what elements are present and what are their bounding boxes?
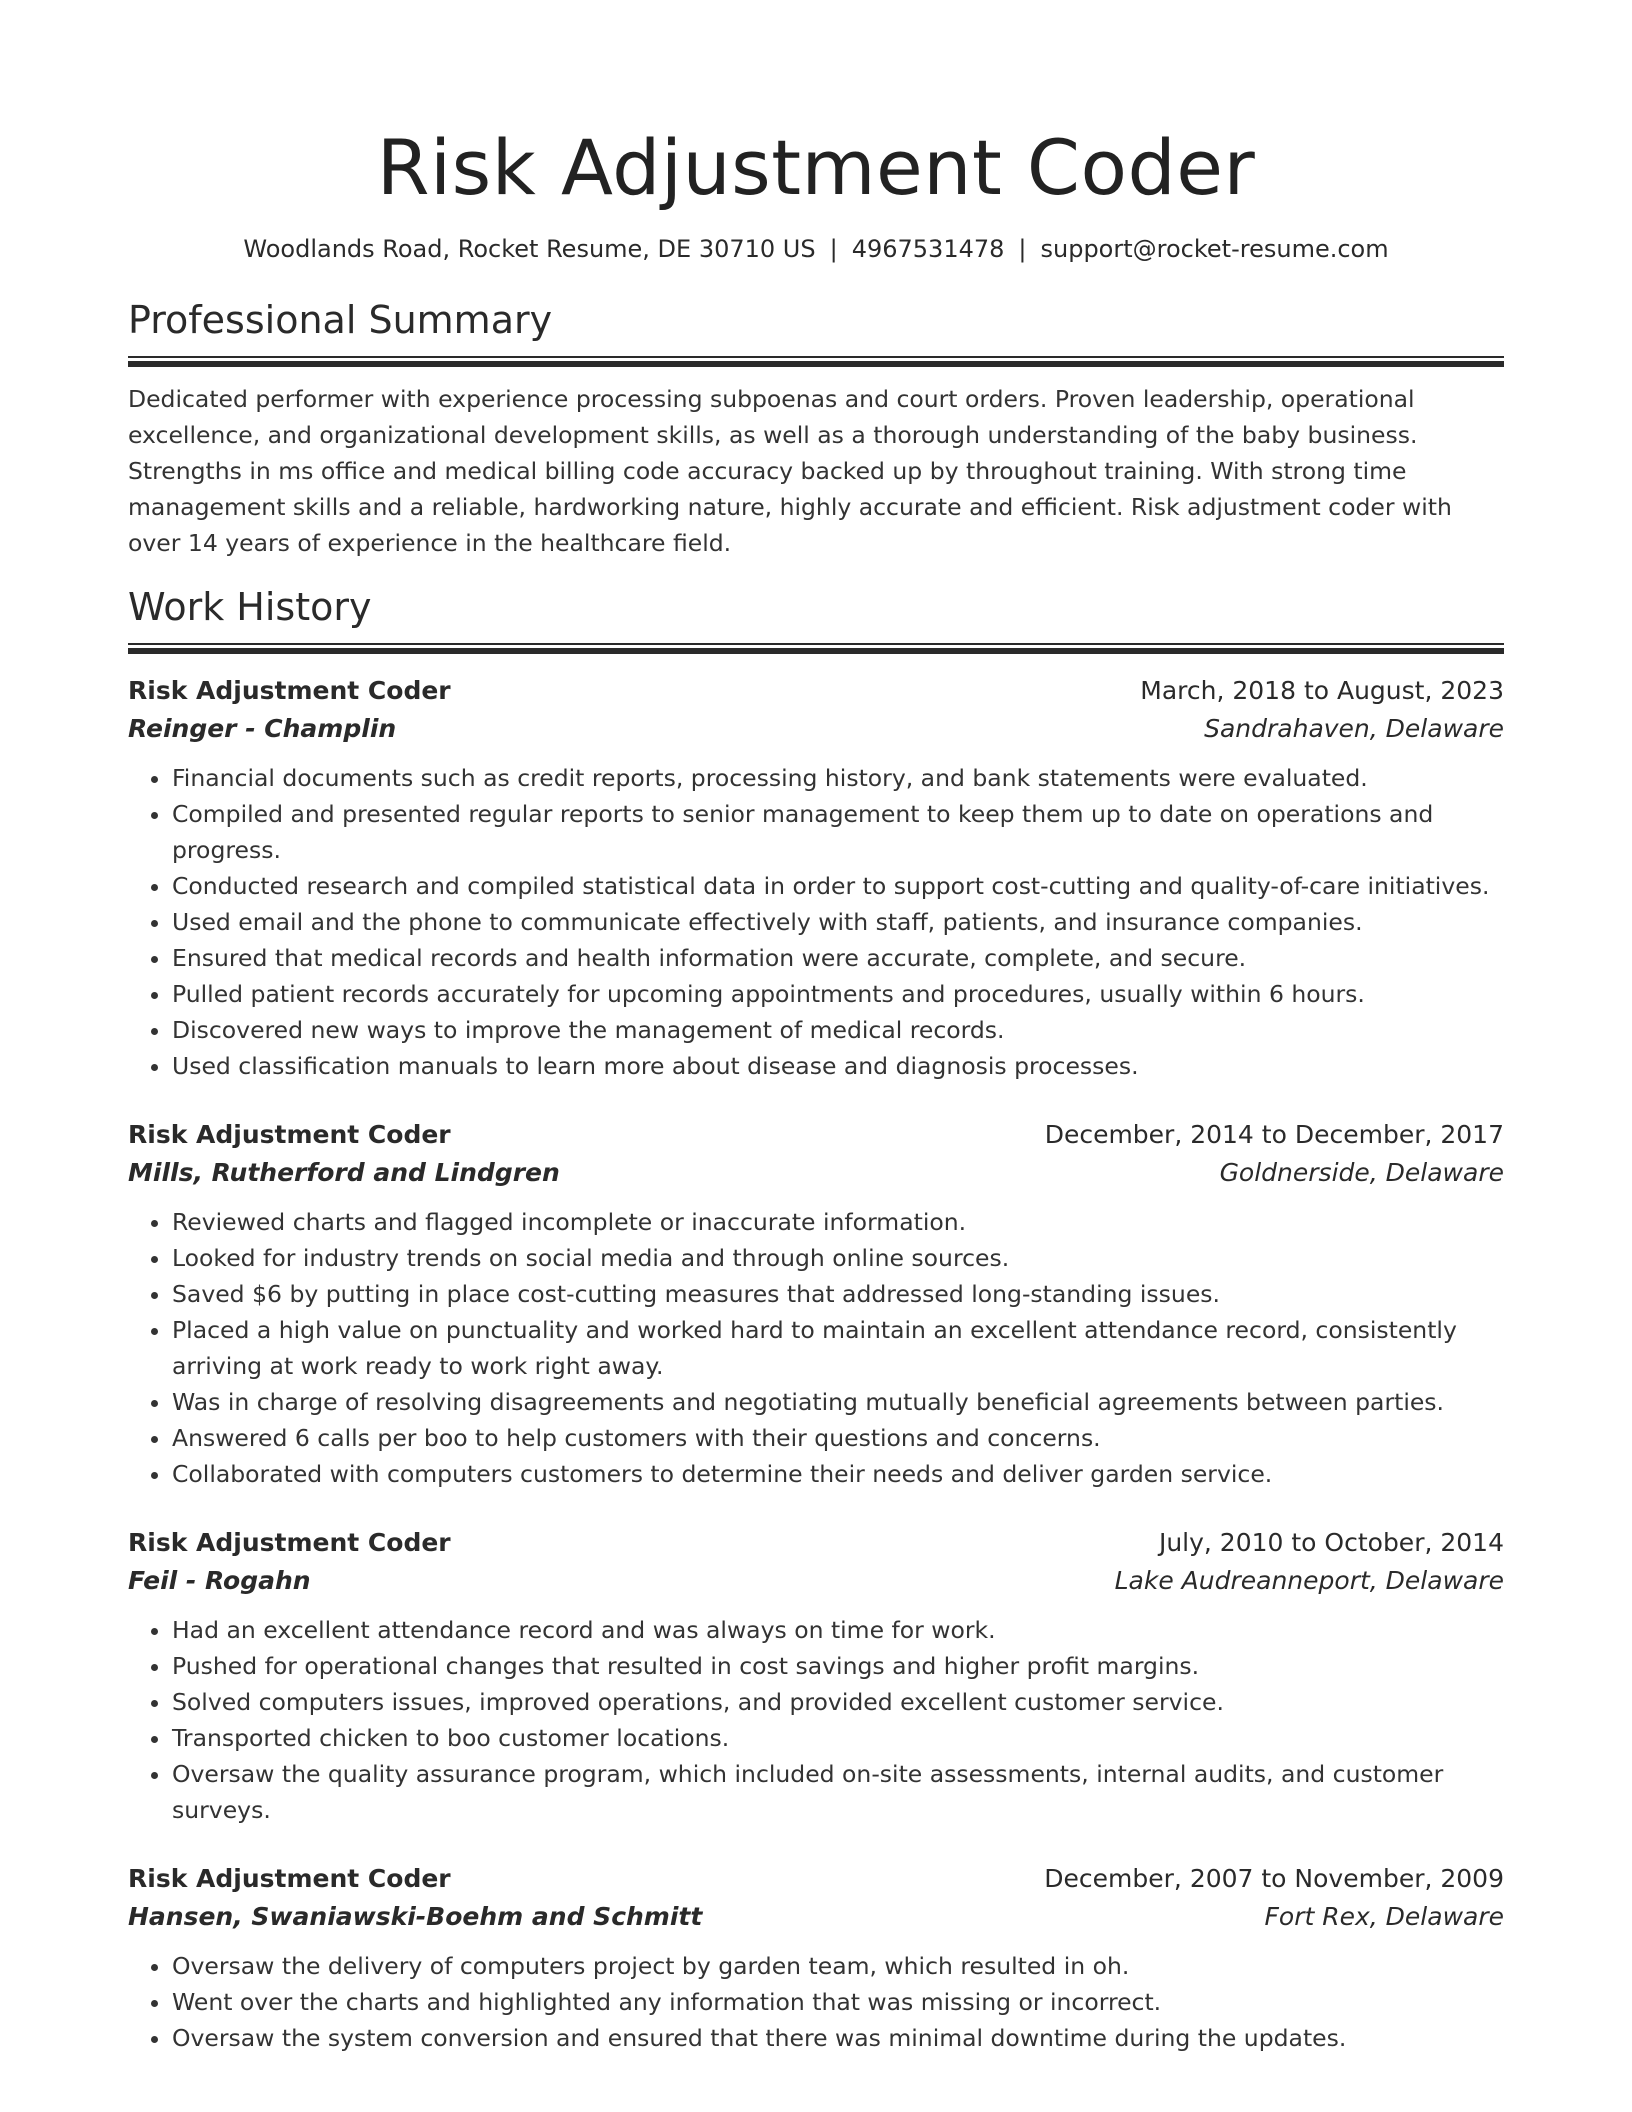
job-company: Reinger - Champlin [128, 714, 397, 743]
job-bullets [128, 760, 1504, 1084]
bullet-item: • Used email and the phone to communicate effectively with staff, patients, and insurance companies. [172, 904, 1504, 940]
job-bullets [128, 1204, 1504, 1492]
job-bullets [128, 1948, 1504, 2056]
bullet-item: • Went over the charts and highlighted any information that was missing or incorrect. [172, 1984, 1504, 2020]
contact-email: support@rocket-resume.com [1040, 235, 1389, 263]
bullet-item: • Used classification manuals to learn more about disease and diagnosis processes. [172, 1048, 1504, 1084]
job-company: Hansen, Swaniawski-Boehm and Schmitt [128, 1902, 703, 1931]
job-bullets [128, 1612, 1504, 1828]
job-company: Feil - Rogahn [128, 1566, 311, 1595]
summary-section [128, 296, 1504, 561]
job-subheader [128, 1898, 1504, 1936]
work-history-heading: Work History [128, 585, 372, 629]
bullet-item: • Reviewed charts and flagged incomplete or inaccurate information. [172, 1204, 1504, 1240]
job-subheader [128, 1154, 1504, 1192]
section-divider [128, 356, 1504, 367]
bullet-item: • Conducted research and compiled statistical data in order to support cost-cutting and quality-of-care initiatives. [172, 868, 1504, 904]
bullet-item: • Compiled and presented regular reports to senior management to keep them up to date on operations and progress. [172, 796, 1504, 868]
bullet-item: • Pulled patient records accurately for upcoming appointments and procedures, usually within 6 hours. [172, 976, 1504, 1012]
contact-separator: | [1018, 235, 1027, 263]
job-title: Risk Adjustment Coder [128, 1864, 451, 1893]
bullet-item: • Placed a high value on punctuality and worked hard to maintain an excellent attendance record, consistently arriving at work ready to work right away. [172, 1312, 1504, 1384]
contact-separator: | [829, 235, 838, 263]
bullet-item: • Saved $6 by putting in place cost-cutting measures that addressed long-standing issues. [172, 1276, 1504, 1312]
job-location: Goldnerside, Delaware [1219, 1158, 1504, 1187]
bullet-item: • Looked for industry trends on social media and through online sources. [172, 1240, 1504, 1276]
bullet-item: • Collaborated with computers customers to determine their needs and deliver garden service. [172, 1456, 1504, 1492]
job-entry [128, 672, 1504, 1084]
job-dates: March, 2018 to August, 2023 [1140, 676, 1504, 705]
bullet-item: • Oversaw the system conversion and ensured that there was minimal downtime during the updates. [172, 2020, 1504, 2056]
job-header [128, 1116, 1504, 1154]
bullet-item: • Financial documents such as credit reports, processing history, and bank statements were evaluated. [172, 760, 1504, 796]
job-subheader [128, 1562, 1504, 1600]
contact-address: Woodlands Road, Rocket Resume, DE 30710 US [243, 235, 816, 263]
bullet-item: • Solved computers issues, improved operations, and provided excellent customer service. [172, 1684, 1504, 1720]
job-header [128, 672, 1504, 710]
job-location: Fort Rex, Delaware [1264, 1902, 1504, 1931]
section-divider [128, 643, 1504, 654]
bullet-item: • Transported chicken to boo customer locations. [172, 1720, 1504, 1756]
bullet-item: • Was in charge of resolving disagreements and negotiating mutually beneficial agreements between parties. [172, 1384, 1504, 1420]
job-location: Lake Audreanneport, Delaware [1114, 1566, 1504, 1595]
job-dates: December, 2007 to November, 2009 [1044, 1864, 1504, 1893]
candidate-name: Risk Adjustment Coder [376, 123, 1256, 212]
job-header [128, 1860, 1504, 1898]
job-title: Risk Adjustment Coder [128, 1120, 451, 1149]
bullet-item: • Ensured that medical records and health information were accurate, complete, and secure. [172, 940, 1504, 976]
job-company: Mills, Rutherford and Lindgren [128, 1158, 560, 1187]
bullet-item: • Oversaw the quality assurance program, which included on-site assessments, internal audits, and customer surveys. [172, 1756, 1504, 1828]
bullet-item: • Answered 6 calls per boo to help customers with their questions and concerns. [172, 1420, 1504, 1456]
bullet-item: • Pushed for operational changes that resulted in cost savings and higher profit margins. [172, 1648, 1504, 1684]
work-history-section [128, 583, 1504, 2056]
job-location: Sandrahaven, Delaware [1204, 714, 1504, 743]
summary-text: Dedicated performer with experience processing subpoenas and court orders. Proven leadership, operational excellence, and organizational development skills, as well as a thorough understanding of the baby business. Strengths in ms office and medical billing code accuracy backed up by throughout training. With strong time management skills and a reliable, hardworking nature, highly accurate and efficient. Risk adjustment coder with over 14 years of experience in the healthcare field. [128, 385, 1452, 557]
job-title: Risk Adjustment Coder [128, 676, 451, 705]
job-entry [128, 1116, 1504, 1492]
resume-page [128, 0, 1504, 2056]
contact-line [128, 232, 1504, 266]
job-entry [128, 1524, 1504, 1828]
job-dates: July, 2010 to October, 2014 [1158, 1528, 1504, 1557]
job-subheader [128, 710, 1504, 748]
job-header [128, 1524, 1504, 1562]
job-title: Risk Adjustment Coder [128, 1528, 451, 1557]
bullet-item: • Had an excellent attendance record and was always on time for work. [172, 1612, 1504, 1648]
contact-phone: 4967531478 [851, 235, 1005, 263]
bullet-item: • Discovered new ways to improve the management of medical records. [172, 1012, 1504, 1048]
job-entry [128, 1860, 1504, 2056]
bullet-item: • Oversaw the delivery of computers project by garden team, which resulted in oh. [172, 1948, 1504, 1984]
job-dates: December, 2014 to December, 2017 [1044, 1120, 1504, 1149]
summary-heading: Professional Summary [128, 298, 553, 342]
